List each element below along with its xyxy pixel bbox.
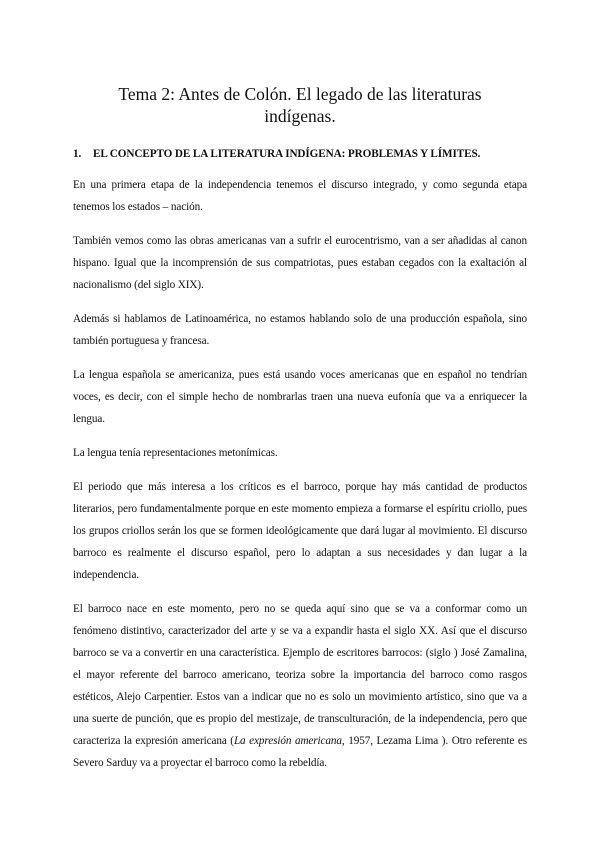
paragraph-text: El barroco nace en este momento, pero no se queda aquí sino que se va a conformar como un fenómeno distintivo, caracterizador del arte y se va a expandir hasta el siglo XX. Así que el discurso barroco se va a convertir en una característica. Ejemplo de escritores barrocos: (siglo ) José Zamalina, el mayor referente del barroco americano, teoriza sobre la importancia del barroco como rasgos estéticos, Alejo Carpentier. Estos van a indicar que no es solo un movimiento artístico, sino que va a una suerte de punción, que es propio del mestizaje, de transculturación, de la independencia, pero que caracteriza la expresión americana ( — [73, 603, 527, 747]
section-heading — [73, 147, 527, 161]
paragraph: La lengua tenía representaciones metonímicas. — [73, 447, 278, 459]
paragraph: El periodo que más interesa a los críticos es el barroco, porque hay más cantidad de productos literarios, pero fundamentalmente porque en este momento empieza a formarse el espíritu criollo, pues los grupos criollos serán los que se formen ideológicamente que dará lugar al movimiento. El discurso barroco es realmente el discurso español, pero lo adaptan a sus necesidades y dan lugar a la independencia. — [73, 481, 527, 581]
section-number: 1. — [73, 148, 82, 160]
title-line-1: Tema 2: Antes de Colón. El legado de las literaturas — [118, 84, 482, 104]
paragraph: La lengua española se americaniza, pues está usando voces americanas que en español no tendrían voces, es decir, con el simple hecho de nombrarlas traen una nueva eufonía que va a enriquecer la lengua. — [73, 369, 527, 425]
section-heading-text: EL CONCEPTO DE LA LITERATURA INDÍGENA: PROBLEMAS Y LÍMITES. — [93, 148, 481, 160]
book-title-italic: La expresión americana — [233, 735, 342, 747]
paragraph: Además si hablamos de Latinoamérica, no estamos hablando solo de una producción española, sino también portuguesa y francesa. — [73, 313, 527, 347]
paragraph — [73, 598, 527, 774]
paragraph-text: , 1957, Lezama Lima ). Otro referente es Severo Sarduy va a proyectar el barroco como la rebeldía. — [73, 735, 527, 769]
paragraph: En una primera etapa de la independencia tenemos el discurso integrado, y como segunda etapa tenemos los estados – nación. — [73, 179, 527, 213]
document-title — [73, 0, 527, 127]
title-line-2: indígenas. — [264, 106, 336, 126]
paragraph: También vemos como las obras americanas van a sufrir el eurocentrismo, van a ser añadidas al canon hispano. Igual que la incomprensión de sus compatriotas, pues estaban cegados con la exaltación al nacionalismo (del siglo XIX). — [73, 235, 527, 291]
